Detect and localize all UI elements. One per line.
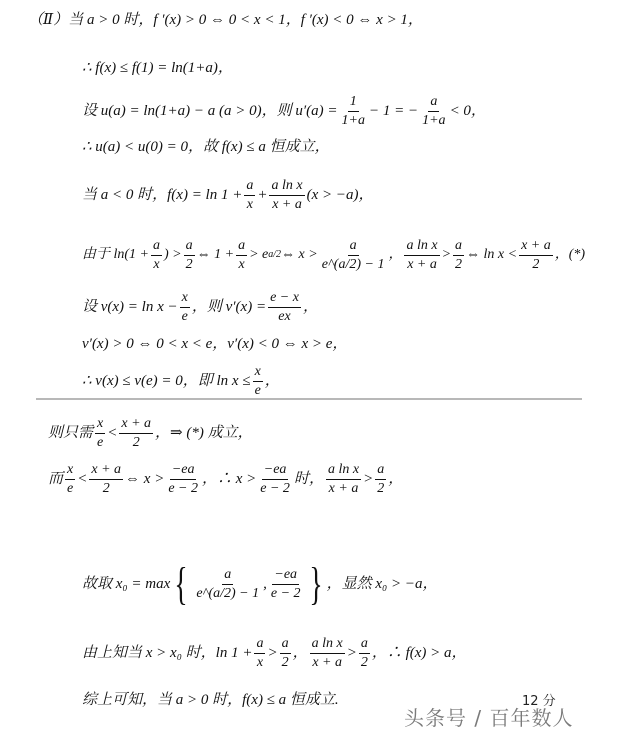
solution-line-12: 故取 x₀ = max { $\frac{a}{e\^{}(a/2) - 1}$ , $\frac{-ea}{e - 2}$ } ，显然 x₀ > −a， — [82, 558, 438, 609]
fraction: $\frac{a}{2}$ — [185, 237, 193, 272]
fraction: $\frac{x + a}{2}$ — [91, 461, 122, 496]
solution-line-14 — [82, 690, 339, 710]
solution-line-13: 由上知当 x > x₀ 时，ln 1 + $\frac{a}{x}$ > $\frac{a}{2}$ ， $\frac{\text{a ln x}}{x + a}$ > $\frac{a}{2}$ ，∴ f(x) > a， — [82, 635, 467, 670]
fraction: $\frac{-ea}{e - 2}$ — [260, 461, 290, 496]
fraction: $\frac{a}{x}$ — [246, 177, 254, 212]
line-text: 当 a < 0 时，f(x) = ln 1 + — [82, 187, 243, 203]
fraction: $\frac{\text{a ln x}}{x + a}$ — [406, 237, 438, 272]
solution-line-4 — [82, 137, 330, 157]
solution-line-5: 当 a < 0 时，f(x) = ln 1 + $\frac{a}{x}$ + $\frac{\text{a ln x}}{x + a}$ (x > −a)， — [82, 177, 374, 212]
line-text: 设 v(x) = ln x − — [82, 299, 178, 315]
fraction: $\frac{\text{a ln x}}{x + a}$ — [327, 461, 360, 496]
line-text: 综上可知，当 a > 0 时，f(x) ≤ a 恒成立. — [82, 692, 339, 708]
fraction: $\frac{x}{e}$ — [181, 289, 188, 324]
fraction: $\frac{a}{2}$ — [455, 237, 463, 272]
line-text: ∴ u(a) < u(0) = 0，故 f(x) ≤ a 恒成立， — [82, 139, 330, 155]
fraction: $\frac{a}{2}$ — [377, 461, 385, 496]
line-text: ∴ f(x) ≤ f(1) = ln(1+a)， — [82, 60, 233, 76]
fraction: $\frac{a}{2}$ — [360, 635, 368, 670]
solution-line-11: 而 $\frac{x}{e}$ < $\frac{x + a}{2}$ ⇔ x > $\frac{-ea}{e - 2}$ ，∴ x > $\frac{-ea}{e - 2}$ 时， $\frac{\text{a ln x}}{x + a}$ > $\frac{a}{2}$ ， — [48, 461, 404, 496]
fraction: $\frac{a}{x}$ — [238, 237, 246, 272]
watermark: 头条号 / 百年数人 — [404, 706, 574, 730]
line-text: （Ⅱ）当 a > 0 时，f ′(x) > 0 ⇔ 0 < x < 1，f ′(x) < 0 ⇔ x > 1， — [28, 12, 423, 28]
line-text: ∴ v(x) ≤ v(e) = 0，即 ln x ≤ — [82, 373, 251, 389]
fraction: $\frac{\text{a ln x}}{x + a}$ — [311, 635, 343, 670]
line-text: v′(x) > 0 ⇔ 0 < x < e，v′(x) < 0 ⇔ x > e， — [82, 336, 348, 352]
solution-line-8 — [82, 334, 347, 354]
page-divider — [36, 398, 582, 400]
fraction: $\frac{x}{e}$ — [67, 461, 74, 496]
fraction: $\frac{a}{x}$ — [153, 237, 160, 272]
right-brace: } — [308, 558, 323, 609]
solution-line-6: 由于 ln(1 + $\frac{a}{x}$ ) > $\frac{a}{2}$ ⇔ 1 + $\frac{a}{x}$ > e a/2 ⇔ x > $\frac{a}{e\^{}(a/2) - 1}$ ， $\frac{\text{a ln x}}{x + a}$ > $\frac{a}{2}$ ⇔ ln x < $\frac{x + a}{2}$ ，(*) — [82, 237, 586, 272]
fraction: $\frac{a}{e\^{}(a/2) - 1}$ — [321, 237, 385, 272]
fraction: $\frac{\text{a ln x}}{x + a}$ — [271, 177, 303, 212]
fraction: $\frac{-ea}{e - 2}$ — [168, 461, 198, 496]
line-text: 设 u(a) = ln(1+a) − a (a > 0)，则 u′(a) = — [82, 103, 338, 119]
fraction: $\frac{x + a}{2}$ — [121, 415, 152, 450]
solution-line-2 — [82, 58, 233, 78]
solution-line-3: 设 u(a) = ln(1+a) − a (a > 0)，则 u′(a) = $\frac{1}{1+a}$ − 1 = − $\frac{a}{1+a}$ < 0， — [82, 93, 486, 128]
line-text: 则只需 — [48, 425, 94, 441]
solution-line-10: 则只需 $\frac{x}{e}$ < $\frac{x + a}{2}$ ，⇒ (*) 成立， — [48, 415, 253, 450]
left-brace: { — [174, 558, 188, 609]
line-text: 故取 x₀ = max — [82, 576, 171, 592]
fraction: $\frac{1}{1+a}$ — [341, 93, 365, 128]
score-label: 12 分 — [522, 694, 556, 709]
fraction: $\frac{a}{e\^{}(a/2) - 1}$ — [196, 566, 260, 601]
fraction: $\frac{x}{e}$ — [254, 363, 261, 398]
line-text: 由上知当 x > x₀ 时，ln 1 + — [82, 645, 253, 661]
fraction: $\frac{-ea}{e - 2}$ — [270, 566, 301, 601]
fraction: $\frac{a}{x}$ — [256, 635, 264, 670]
line-text: 而 — [48, 471, 64, 487]
solution-line-1 — [28, 10, 423, 30]
solution-line-9: ∴ v(x) ≤ v(e) = 0，即 ln x ≤ $\frac{x}{e}$ ， — [82, 363, 280, 398]
fraction: $\frac{a}{2}$ — [281, 635, 289, 670]
fraction: $\frac{e - x}{ex}$ — [270, 289, 299, 324]
line-text: 由于 ln(1 + — [82, 247, 149, 262]
fraction: $\frac{a}{1+a}$ — [422, 93, 446, 128]
solution-line-7: 设 v(x) = ln x − $\frac{x}{e}$ ，则 v′(x) = $\frac{e - x}{ex}$ ， — [82, 289, 318, 324]
fraction: $\frac{x + a}{2}$ — [521, 237, 551, 272]
fraction: $\frac{x}{e}$ — [97, 415, 104, 450]
